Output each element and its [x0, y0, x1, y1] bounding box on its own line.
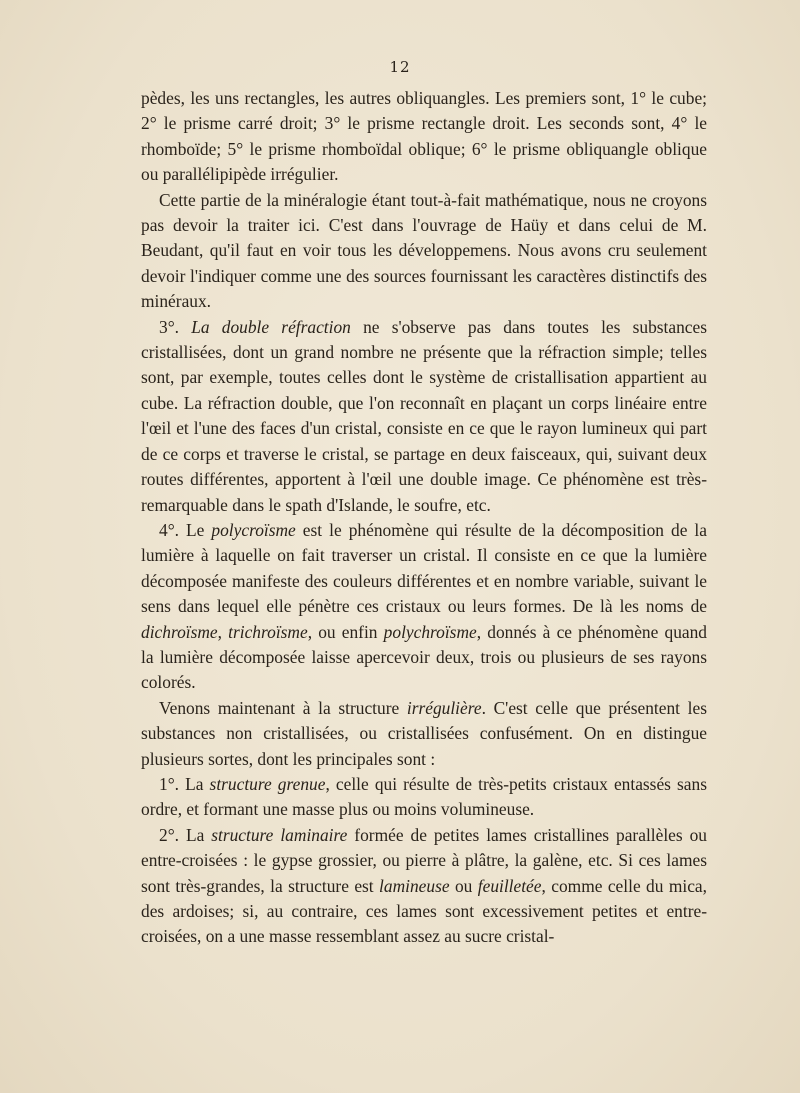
- text-run: Venons maintenant à la structure: [159, 697, 407, 718]
- text-run: Cette partie de la minéralogie étant tout-à-fait mathématique, nous ne croyons pas devoir la traiter ici. C'est dans l'ouvrage de Haüy et dans celui de M. Beudant, qu'il faut en voir tous les développemens. Nous avons cru seulement devoir l'indiquer comme une des sources fournissant les caractères distinctifs des minéraux.: [141, 189, 707, 312]
- italic-term: irrégulière: [406, 697, 482, 718]
- text-run: 2°. La: [159, 824, 212, 845]
- text-run: ,: [217, 621, 229, 642]
- text-run: 1°. La: [159, 773, 210, 794]
- italic-term: feuilletée: [477, 875, 542, 896]
- italic-term: trichroïsme: [228, 621, 308, 642]
- text-run: , celle qui résulte de très-petits cristaux entassés sans ordre, et formant une masse plus ou moins volumineuse.: [141, 773, 707, 820]
- text-run: 3°.: [159, 316, 192, 337]
- paragraph: [141, 188, 707, 315]
- italic-term: dichroïsme: [141, 621, 218, 642]
- italic-term: polychroïsme: [383, 621, 477, 642]
- page-number: 12: [389, 58, 411, 76]
- page-text: [141, 86, 707, 950]
- text-run: ne s'observe pas dans toutes les substances cristallisées, dont un grand nombre ne présente que la réfraction simple; telles sont, par exemple, toutes celles dont le système de cristallisation appartient au cube. La réfraction double, que l'on reconnaît en plaçant un corps linéaire entre l'œil et l'une des faces d'un cristal, consiste en ce que le rayon lumineux qui part de ce corps et traverse le cristal, se partage en deux faisceaux, qui, suivant deux routes différentes, apportent à l'œil une double image. Ce phénomène est très-remarquable dans le spath d'Islande, le soufre, etc.: [141, 316, 707, 515]
- paragraph: [141, 823, 707, 950]
- paragraph: [141, 772, 707, 823]
- italic-term: lamineuse: [379, 875, 450, 896]
- italic-term: structure grenue: [209, 773, 326, 794]
- text-run: est le phénomène qui résulte de la décomposition de la lumière à laquelle on fait traverser un cristal. Il consiste en ce que la lumière décomposée manifeste des couleurs différentes et en nombre variable, suivant le sens dans lequel elle pénètre ces cristaux ou leurs formes. De là les noms de: [141, 519, 707, 617]
- italic-term: structure laminaire: [211, 824, 348, 845]
- paragraph: [141, 518, 707, 696]
- italic-term: La double réfraction: [191, 316, 351, 337]
- text-run: . C'est celle que présentent les substances non cristallisées, ou cristallisées confusément. On en distingue plusieurs sortes, dont les principales sont :: [141, 697, 707, 769]
- italic-term: polycroïsme: [211, 519, 296, 540]
- text-run: , ou enfin: [307, 621, 384, 642]
- text-run: 4°. Le: [159, 519, 212, 540]
- text-run: , donnés à ce phénomène quand la lumière décomposée laisse apercevoir deux, trois ou plusieurs de ses rayons colorés.: [141, 621, 707, 693]
- paragraph: [141, 696, 707, 772]
- text-run: formée de petites lames cristallines parallèles ou entre-croisées : le gypse grossier, ou pierre à plâtre, la galène, etc. Si ces lames sont très-grandes, la structure est: [141, 824, 707, 896]
- paragraph: [141, 86, 707, 188]
- text-run: ou: [449, 875, 478, 896]
- text-run: pèdes, les uns rectangles, les autres obliquangles. Les premiers sont, 1° le cube; 2° le prisme carré droit; 3° le prisme rectangle droit. Les seconds sont, 4° le rhomboïde; 5° le prisme rhomboïdal oblique; 6° le prisme obliquangle oblique ou parallélipipède irrégulier.: [141, 88, 707, 185]
- paragraph: [141, 315, 707, 518]
- text-run: , comme celle du mica, des ardoises; si, au contraire, ces lames sont excessivement petites et entre-croisées, on a une masse ressemblant assez au sucre cristal-: [141, 875, 707, 947]
